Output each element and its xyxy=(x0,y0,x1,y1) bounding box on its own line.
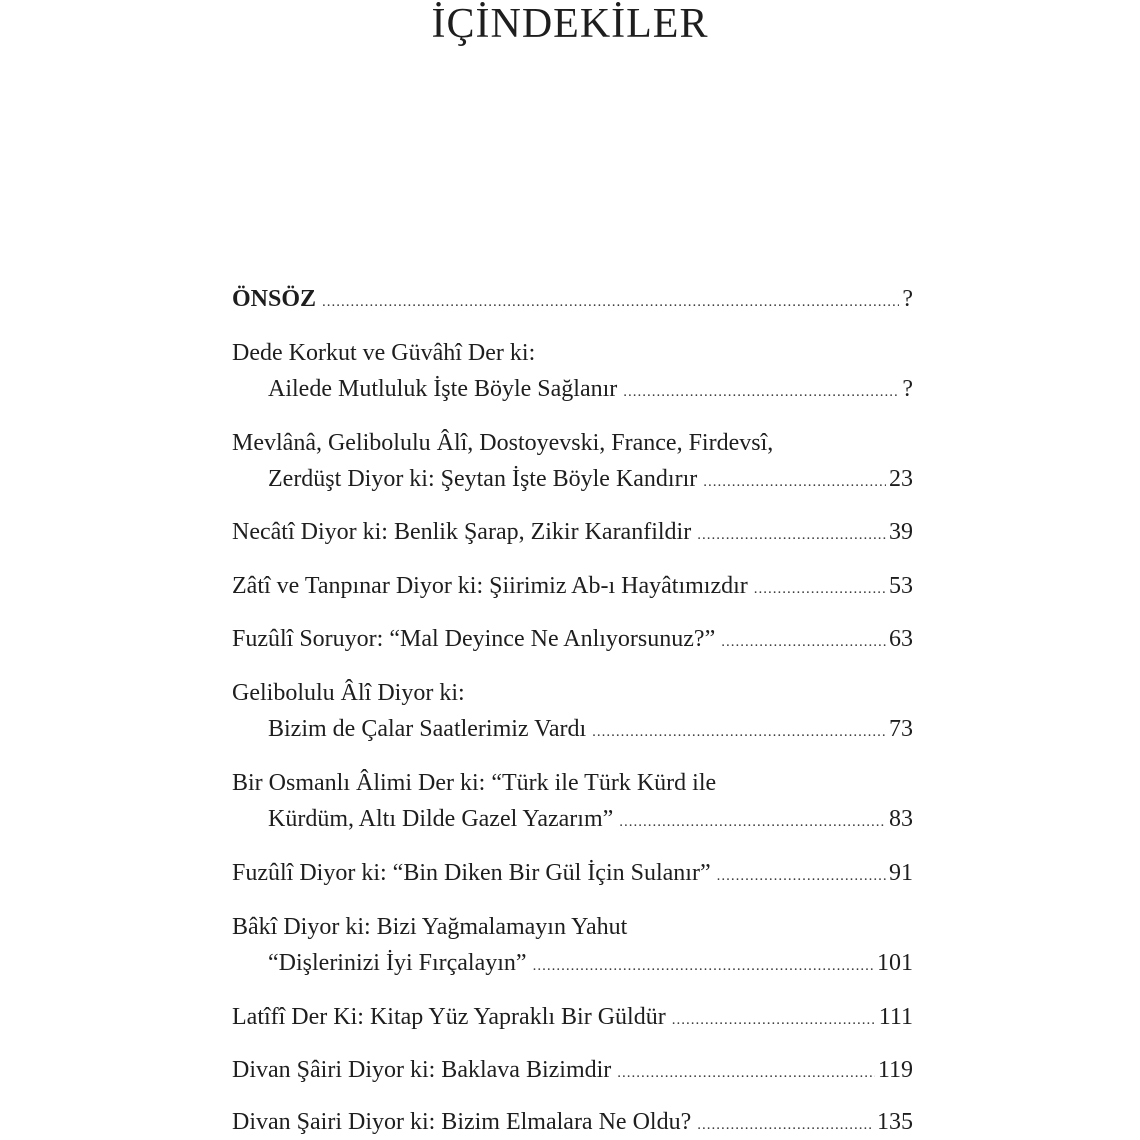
page-number: 91 xyxy=(889,860,913,886)
toc-entry-onsoz[interactable] xyxy=(232,281,913,317)
dot-leader xyxy=(754,571,886,604)
entry-title: Divan Şairi Diyor ki: Bizim Elmalara Ne Oldu? xyxy=(232,1109,692,1135)
dot-leader xyxy=(619,804,886,837)
page-number: 53 xyxy=(889,573,913,599)
entry-title: Fuzûlî Soruyor: “Mal Deyince Ne Anlıyorsunuz?” xyxy=(232,626,716,652)
entry-title: Fuzûlî Diyor ki: “Bin Diken Bir Gül İçin Sulanır” xyxy=(232,860,711,886)
entry-title: Latîfî Der Ki: Kitap Yüz Yapraklı Bir Güldür xyxy=(232,1004,666,1030)
page-number: ? xyxy=(902,376,913,402)
entry-title-continued: Bizim de Çalar Saatlerimiz Vardı xyxy=(268,716,587,742)
dot-leader xyxy=(533,948,874,981)
toc-entry-fuzuli-diken[interactable] xyxy=(232,855,913,891)
dot-leader xyxy=(322,284,899,317)
toc-entry-zati[interactable] xyxy=(232,568,913,604)
page-number: 135 xyxy=(877,1109,913,1135)
page-title: İÇİNDEKİLER xyxy=(431,1,709,47)
toc-entry-latifi[interactable] xyxy=(232,999,913,1035)
entry-title: Bâkî Diyor ki: Bizi Yağmalamayın Yahut xyxy=(232,914,628,940)
entry-title: Bir Osmanlı Âlimi Der ki: “Türk ile Türk Kürd ile xyxy=(232,770,717,796)
page-number: 63 xyxy=(889,626,913,652)
entry-title: Divan Şâiri Diyor ki: Baklava Bizimdir xyxy=(232,1057,612,1083)
toc-entry-mevlana[interactable] xyxy=(232,425,913,497)
toc-entry-dede-korkut[interactable] xyxy=(232,335,913,407)
entry-title-continued: Ailede Mutluluk İşte Böyle Sağlanır xyxy=(268,376,618,402)
dot-leader xyxy=(721,624,886,657)
page-number: ? xyxy=(902,286,913,312)
dot-leader xyxy=(697,1107,874,1140)
entry-title: ÖNSÖZ xyxy=(232,286,317,312)
page-number: 111 xyxy=(878,1004,913,1030)
page-number: 119 xyxy=(877,1057,913,1083)
page-number: 101 xyxy=(877,950,913,976)
dot-leader xyxy=(592,714,886,747)
dot-leader xyxy=(617,1055,875,1088)
toc-entry-baklava[interactable] xyxy=(232,1052,913,1088)
entry-title: Dede Korkut ve Güvâhî Der ki: xyxy=(232,340,536,366)
page-number: 73 xyxy=(889,716,913,742)
toc-entry-necati[interactable] xyxy=(232,514,913,550)
entry-title: Necâtî Diyor ki: Benlik Şarap, Zikir Karanfildir xyxy=(232,519,692,545)
toc-entry-fuzuli-mal[interactable] xyxy=(232,621,913,657)
page-number: 39 xyxy=(889,519,913,545)
entry-title: Zâtî ve Tanpınar Diyor ki: Şiirimiz Ab-ı Hayâtımızdır xyxy=(232,573,748,599)
toc-entry-osmanli-alimi[interactable] xyxy=(232,765,913,837)
dot-leader xyxy=(623,374,899,407)
toc-entry-gelibolulu-ali[interactable] xyxy=(232,675,913,747)
entry-title: Gelibolulu Âlî Diyor ki: xyxy=(232,680,465,706)
entry-title-continued: Kürdüm, Altı Dilde Gazel Yazarım” xyxy=(268,806,614,832)
entry-title-continued: Zerdüşt Diyor ki: Şeytan İşte Böyle Kandırır xyxy=(268,466,698,492)
page-number: 83 xyxy=(889,806,913,832)
page-number: 23 xyxy=(889,466,913,492)
toc-entry-elmalar[interactable] xyxy=(232,1104,913,1140)
dot-leader xyxy=(672,1002,876,1035)
toc-entry-baki[interactable] xyxy=(232,909,913,981)
dot-leader xyxy=(697,517,886,550)
dot-leader xyxy=(703,464,886,497)
entry-title: Mevlânâ, Gelibolulu Âlî, Dostoyevski, France, Firdevsî, xyxy=(232,430,774,456)
dot-leader xyxy=(717,858,886,891)
entry-title-continued: “Dişlerinizi İyi Fırçalayın” xyxy=(268,950,527,976)
